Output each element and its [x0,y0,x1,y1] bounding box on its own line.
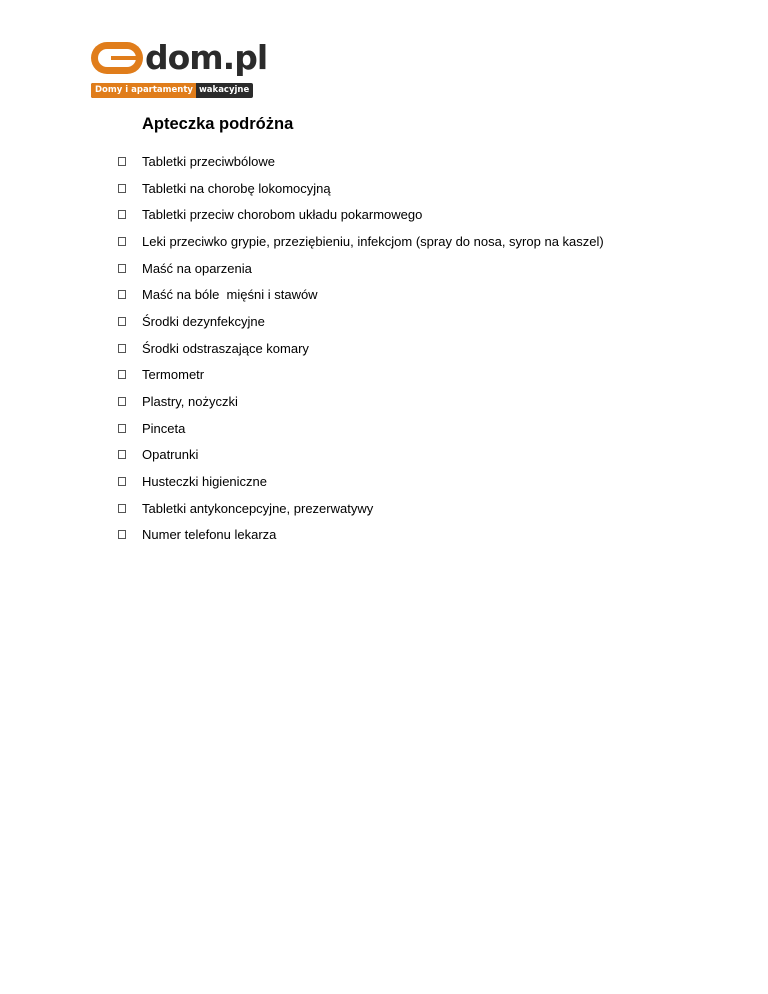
logo-wordmark [91,40,267,76]
checkbox-icon [118,504,126,513]
checkbox-icon [118,370,126,379]
checkbox-icon [118,290,126,299]
checkbox-icon [118,184,126,193]
checkbox-icon [118,237,126,246]
checklist-item-label: Husteczki higieniczne [142,474,268,490]
logo-tagline-first: Domy i apartamenty [91,83,196,98]
logo-text: dom.pl [145,38,268,77]
checkbox-icon [118,477,126,486]
checklist-item-label: Tabletki antykoncepcyjne, prezerwatywy [142,500,374,516]
checkbox-icon [118,397,126,406]
checklist-item [118,415,604,442]
checkbox-icon [118,424,126,433]
checklist-item [118,281,604,308]
checklist-item [118,175,604,202]
logo-tagline-second: wakacyjne [198,85,250,95]
checklist-item-label: Pinceta [142,420,186,436]
checklist-item-label: Tabletki przeciw chorobom układu pokarmowego [142,207,423,223]
checkbox-icon [118,530,126,539]
checklist-item-label: Leki przeciwko grypie, przeziębieniu, infekcjom (spray do nosa, syrop na kaszel) [142,233,604,249]
checklist-item-label: Plastry, nożyczki [142,394,238,410]
checklist-item-label: Numer telefonu lekarza [142,527,277,543]
checklist-item [118,388,604,415]
checklist [118,148,604,548]
checklist-item [118,522,604,549]
checklist-item-label: Maść na bóle mięśni i stawów [142,287,318,303]
checklist-item-label: Środki odstraszające komary [142,340,309,356]
checkbox-icon [118,157,126,166]
checklist-item [118,468,604,495]
checklist-item-label: Termometr [142,367,205,383]
checkbox-icon [118,317,126,326]
e-logo-icon [91,42,143,74]
checklist-item [118,201,604,228]
checklist-item-label: Maść na oparzenia [142,260,252,276]
checklist-item [118,495,604,522]
checklist-item-label: Opatrunki [142,447,199,463]
checklist-item [118,308,604,335]
checklist-item-label: Tabletki przeciwbólowe [142,153,275,169]
checklist-item [118,148,604,175]
checklist-item [118,255,604,282]
checklist-item [118,362,604,389]
checkbox-icon [118,344,126,353]
company-logo [91,40,277,100]
checklist-item [118,228,604,255]
checkbox-icon [118,210,126,219]
checklist-item [118,442,604,469]
logo-tagline [91,83,253,98]
checklist-item [118,335,604,362]
checklist-item-label: Tabletki na chorobę lokomocyjną [142,180,331,196]
checklist-item-label: Środki dezynfekcyjne [142,313,265,329]
document-title: Apteczka podróżna [142,115,294,133]
checkbox-icon [118,264,126,273]
checkbox-icon [118,450,126,459]
